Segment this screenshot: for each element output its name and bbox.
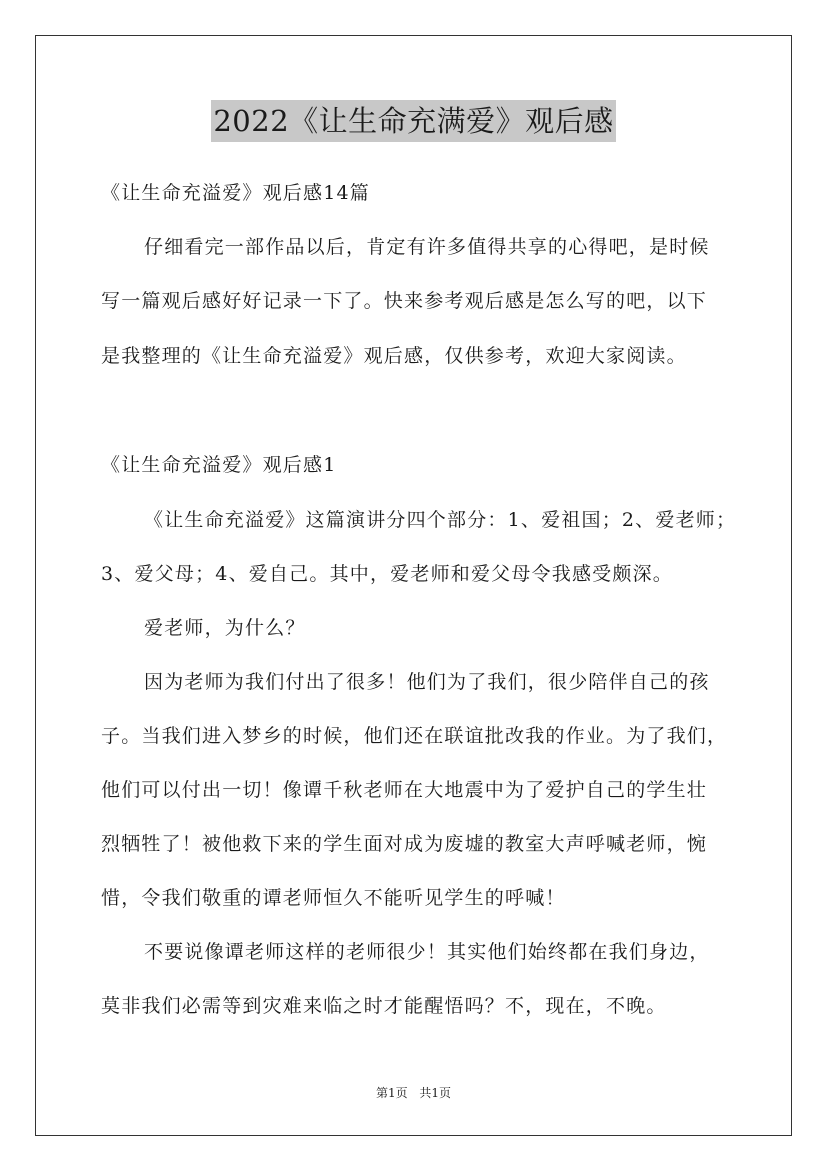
page-footer xyxy=(0,1084,827,1101)
body-line-6: 他们可以付出一切！像谭千秋老师在大地震中为了爱护自己的学生壮 xyxy=(101,779,708,801)
body-line-8: 惜，令我们敬重的谭老师恒久不能听见学生的呼喊！ xyxy=(101,887,566,909)
document-title: 2022《让生命充满爱》观后感 xyxy=(211,100,615,142)
intro-line-3: 是我整理的《让生命充溢爱》观后感，仅供参考，欢迎大家阅读。 xyxy=(101,345,687,367)
body-line-5: 子。当我们进入梦乡的时候，他们还在联谊批改我的作业。为了我们， xyxy=(101,725,728,747)
body-line-10: 莫非我们必需等到灾难来临之时才能醒悟吗？不，现在，不晚。 xyxy=(101,995,667,1017)
page-current: 第1页 xyxy=(375,1086,408,1100)
subtitle: 《让生命充溢爱》观后感14篇 xyxy=(101,182,370,204)
body-line-1: 《让生命充溢爱》这篇演讲分四个部分：1、爱祖国；2、爱老师； xyxy=(144,509,737,531)
body-line-7: 烈牺牲了！被他救下来的学生面对成为废墟的教室大声呼喊老师，惋 xyxy=(101,833,708,855)
section-heading: 《让生命充溢爱》观后感1 xyxy=(101,454,337,476)
intro-line-1: 仔细看完一部作品以后，肯定有许多值得共享的心得吧，是时候 xyxy=(144,236,710,258)
body-line-3: 爱老师，为什么？ xyxy=(144,617,306,639)
intro-line-2: 写一篇观后感好好记录一下了。快来参考观后感是怎么写的吧，以下 xyxy=(101,290,708,312)
page-total: 共1页 xyxy=(419,1086,452,1100)
body-line-9: 不要说像谭老师这样的老师很少！其实他们始终都在我们身边， xyxy=(144,941,710,963)
body-line-4: 因为老师为我们付出了很多！他们为了我们，很少陪伴自己的孩 xyxy=(144,671,710,693)
body-line-2: 3、爱父母；4、爱自己。其中，爱老师和爱父母令我感受颇深。 xyxy=(101,563,673,585)
title-wrapper xyxy=(0,100,827,142)
